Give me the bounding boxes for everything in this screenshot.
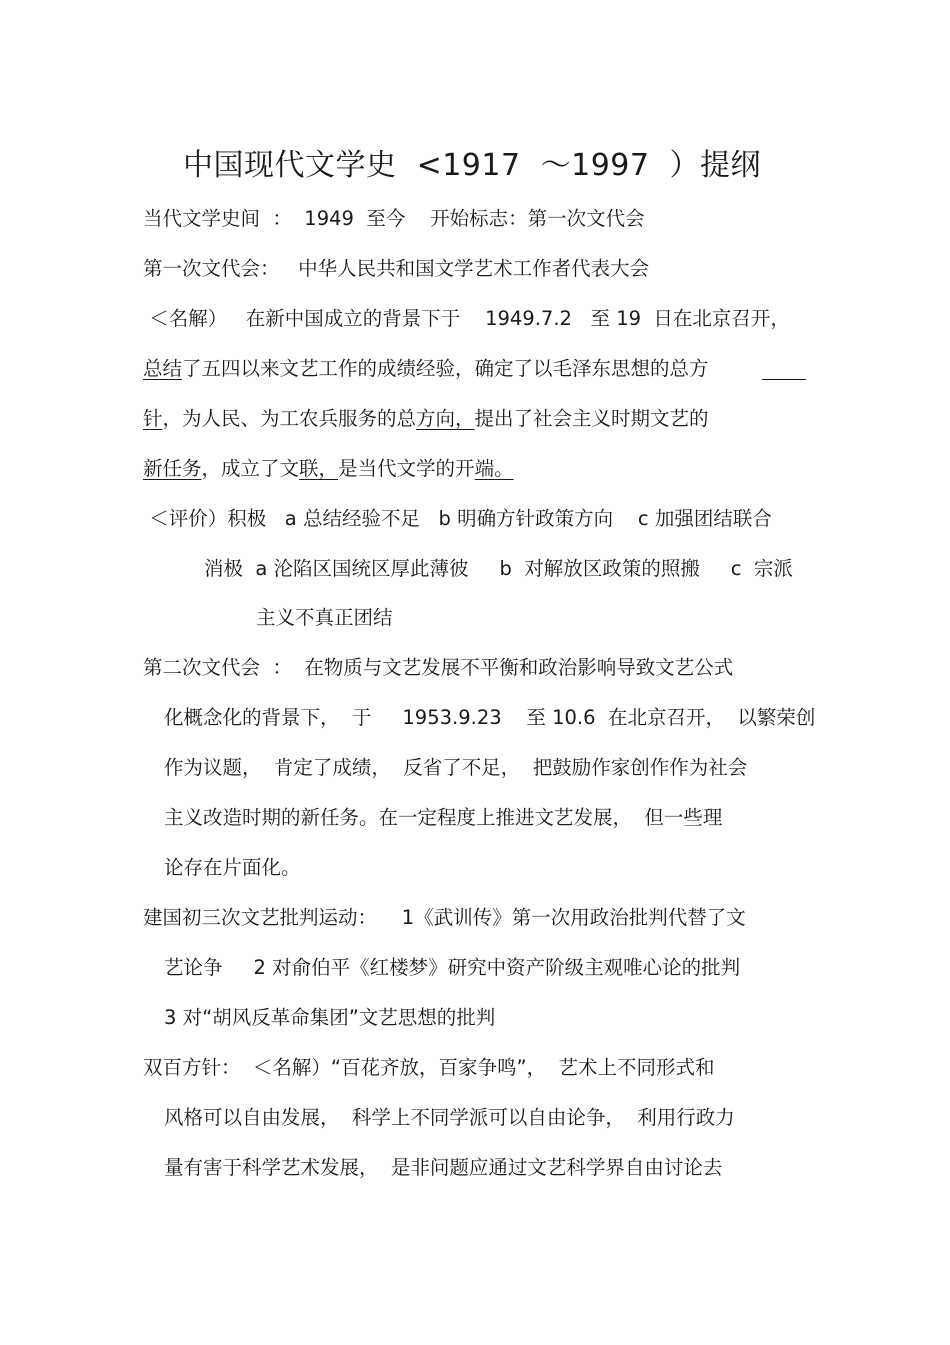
text-line-19: 风格可以自由发展， 科学上不同学派可以自由论争， 利用行政力	[164, 1106, 735, 1129]
text-line-3: ＜名解） 在新中国成立的背景下于 1949.7.2 至 19 日在北京召开，	[143, 307, 790, 330]
underlined-term: 新任务	[143, 457, 202, 480]
underlined-term: 联，	[299, 457, 339, 480]
text-line-12: 作为议题， 肯定了成绩， 反省了不足， 把鼓励作家创作作为社会	[164, 756, 748, 779]
text-line-11: 化概念化的背景下， 于 1953.9.23 至 10.6 在北京召开， 以繁荣创	[164, 706, 816, 729]
text-line-5	[143, 406, 709, 432]
text-line-10: 第二次文代会 ： 在物质与文艺发展不平衡和政治影响导致文艺公式	[143, 656, 734, 679]
text-line-2: 第一次文代会： 中华人民共和国文学艺术工作者代表大会	[143, 257, 650, 280]
text-line-8: 消极 a 沦陷区国统区厚此薄彼 b 对解放区政策的照搬 c 宗派	[204, 557, 793, 580]
text-line-1: 当代文学史间 ： 1949 至今 开始标志：第一次文代会	[143, 207, 645, 230]
text-fragment: 提出了社会主义时期文艺的	[474, 407, 709, 430]
text-line-14: 论存在片面化。	[164, 856, 301, 879]
text-line-9: 主义不真正团结	[256, 606, 393, 629]
text-line-4	[143, 356, 709, 382]
underlined-term: 端。	[474, 457, 514, 480]
text-line-7: ＜评价）积极 a 总结经验不足 b 明确方针政策方向 c 加强团结联合	[143, 507, 772, 530]
text-fragment: ，成立了文	[201, 457, 300, 480]
text-fragment: ，为人民、为工农兵服务的总	[162, 407, 417, 430]
text-line-15: 建国初三次文艺批判运动： 1《武训传》第一次用政治批判代替了文	[143, 906, 746, 929]
text-line-16: 艺论争 2 对俞伯平《红楼梦》研究中资产阶级主观唯心论的批判	[164, 956, 741, 979]
text-line-13: 主义改造时期的新任务。在一定程度上推进文艺发展， 但一些理	[164, 806, 723, 829]
underlined-term: 针	[143, 407, 163, 430]
text-line-17: 3 对“胡风反革命集团”文艺思想的批判	[164, 1006, 496, 1029]
text-line-6	[143, 456, 514, 482]
text-line-20: 量有害于科学艺术发展， 是非问题应通过文艺科学界自由讨论去	[164, 1156, 723, 1179]
fill-blank-line	[762, 379, 806, 380]
text-line-18: 双百方针： ＜名解）“百花齐放，百家争鸣”， 艺术上不同形式和	[143, 1056, 715, 1079]
underlined-term: 总结	[143, 357, 183, 380]
text-fragment: 了五四以来文艺工作的成绩经验，确定了以毛泽东思想的总方	[182, 357, 709, 380]
underlined-term: 方向，	[416, 407, 475, 430]
document-title: 中国现代文学史 <1917 ～1997 ）提纲	[183, 148, 762, 183]
text-fragment: 是当代文学的开	[338, 457, 475, 480]
